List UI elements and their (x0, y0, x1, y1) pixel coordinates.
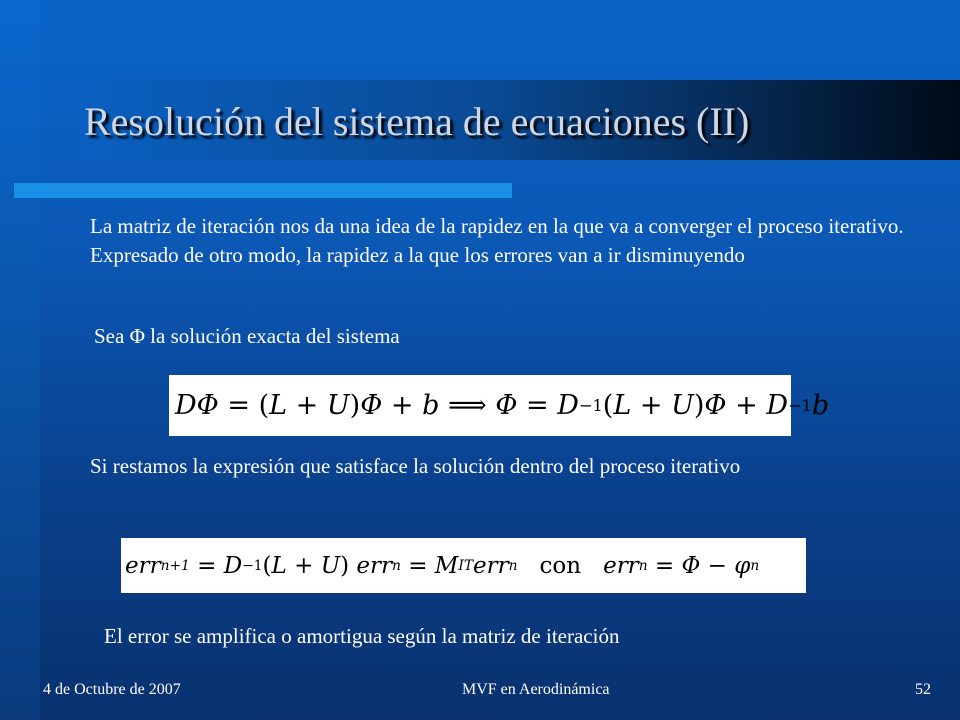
slide-title: Resolución del sistema de ecuaciones (II) (84, 99, 750, 144)
accent-line (14, 183, 512, 198)
paragraph-exact-solution: Sea Φ la solución exacta del sistema (94, 324, 400, 348)
equation-system-iteration: DΦ = ( L + U ) Φ + b ⟹ Φ = D −1 ( L + U ) Φ + D −1 b (169, 375, 791, 436)
left-background-band (0, 0, 40, 720)
paragraph-conclusion: El error se amplifica o amortigua según la matriz de iteración (104, 624, 620, 648)
footer-date: 4 de Octubre de 2007 (43, 681, 181, 698)
paragraph-subtract: Si restamos la expresión que satisface la solución dentro del proceso iterativo (90, 454, 741, 478)
equation-connector: con (539, 552, 582, 579)
equation-error-propagation: err n+1 = D −1 ( L + U ) err n = M IT err n con err n = Φ − φ n (121, 538, 806, 593)
footer-page-number: 52 (915, 681, 931, 698)
paragraph-intro: La matriz de iteración nos da una idea de la rapidez en la que va a converger el proceso iterativo. Expresado de otro modo, la rapidez a la que los errores van a ir disminuyendo (90, 214, 904, 267)
footer-center: MVF en Aerodinámica (462, 681, 610, 698)
